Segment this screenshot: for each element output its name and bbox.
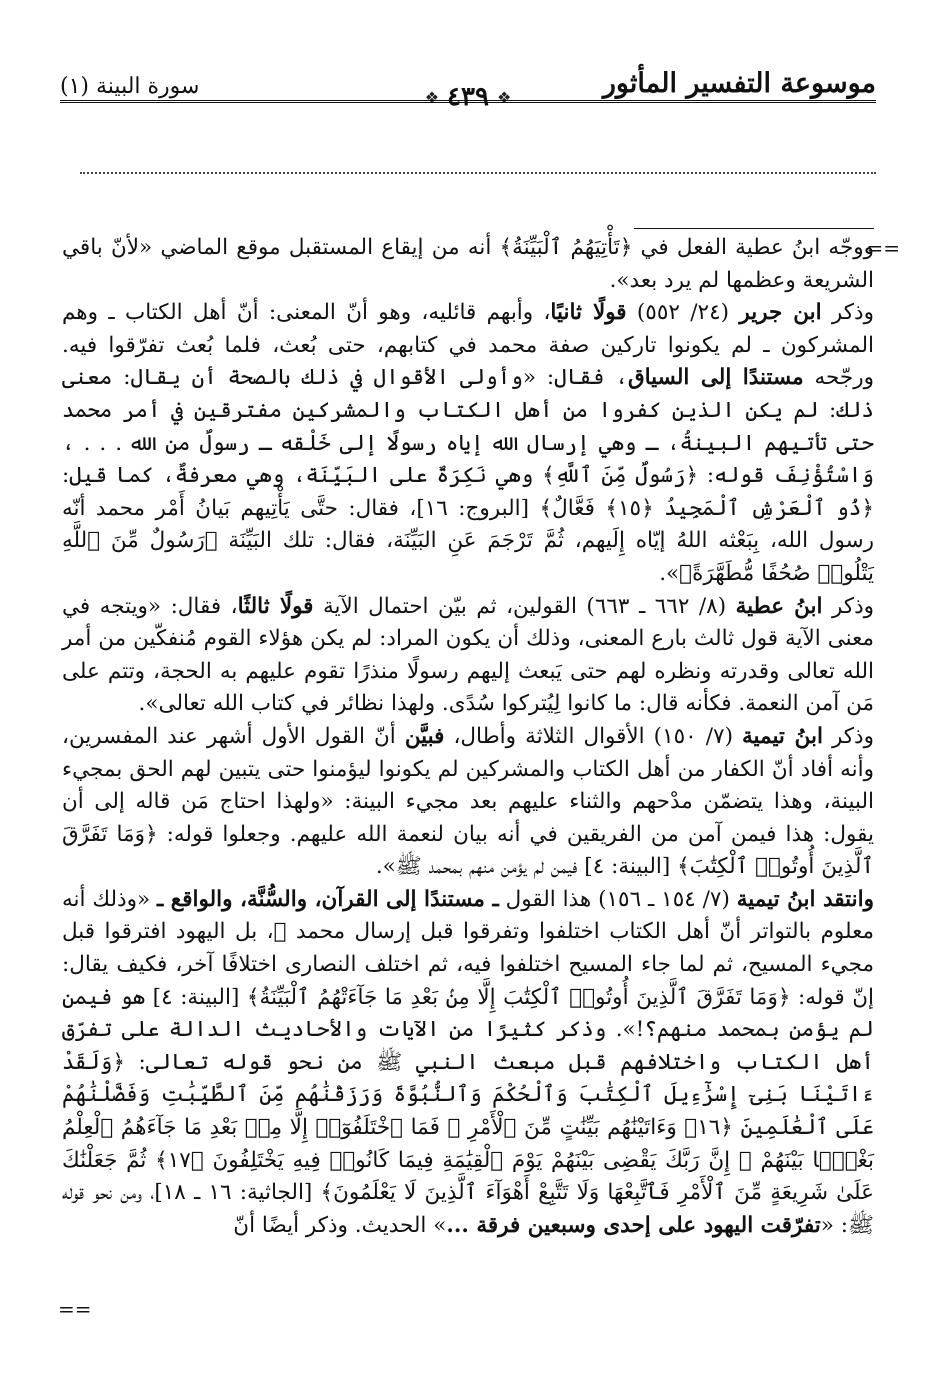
text-run: ، فقال: «ويتجه في معنى الآية قول ثالث بارع المعنى، وذلك أن يكون المراد: لم يكن هؤلاء القوم مُنفكّين من أمر الله تعالى وقدرته ونظره لهم حتى يَبعث إليهم رسولًا منذرًا تقوم عليهم به الحجة، وتتم على مَن آمن النعمة. فكأنه قال: ما كانوا لِيُتركوا سُدًى. ولهذا نظائر في كتاب الله تعالى». — [62, 593, 874, 717]
bold-text: مستندًا إلى السياق — [627, 365, 804, 391]
continuation-mark-start: == — [866, 236, 900, 260]
bold-text: تفرّقت اليهود على إحدى وسبعين فرقة ... — [446, 1212, 821, 1238]
book-title: موسوعة التفسير المأثور — [602, 68, 876, 99]
footnote-body — [62, 232, 874, 1242]
header-divider — [60, 100, 876, 103]
text-run: (٢٤/ ٥٥٢) — [626, 300, 740, 326]
bold-text: قولًا ثالثًا — [237, 593, 314, 619]
page-number: ٤٣٩ — [447, 82, 489, 112]
surah-label: سورة البينة (١) — [60, 74, 200, 99]
text-run: «وذلك أنه معلوم بالتواتر أنّ أهل الكتاب اختلفوا وتفرقوا قبل إرسال محمد ﷺ، بل اليهود افترقوا قبل مجيء المسيح، ثم لما جاء المسيح اختلفوا فيه، ثم اختلف النصارى اختلافًا آخر، فكيف يقال: إنّ قوله: ﴿وَمَا تَفَرَّقَ ٱلَّذِينَ أُوتُوا۟ ٱلْكِتَٰبَ إِلَّا مِنۢ بَعْدِ مَا جَآءَتْهُمُ ٱلْبَيِّنَةُ﴾ [البينة: ٤] هو فيمن لم يؤمن بمحمد منهم؟!». وذكر كثيرًا من الآيات والأحاديث الدالة على تفرّق أهل الكتاب واختلافهم قبل مبعث النبي ﷺ من نحو قوله تعالى: ﴿وَلَقَدْ ءَاتَيْنَا بَنِىٓ إِسْرَٰٓءِيلَ ٱلْكِتَٰبَ وَٱلْحُكْمَ وَٱلنُّبُوَّةَ وَرَزَقْنَٰهُم مِّنَ ٱلطَّيِّبَٰتِ وَفَضَّلْنَٰهُمْ عَلَى ٱلْعَٰلَمِينَ ﴿١٦﴾ وَءَاتَيْنَٰهُم بَيِّنَٰتٍ مِّنَ ٱلْأَمْرِ ۖ فَمَا ٱخْتَلَفُوٓا۟ إِلَّا مِنۢ بَعْدِ مَا جَآءَهُمُ ٱلْعِلْمُ بَغْيًۢا بَيْنَهُمْ ۚ إِنَّ رَبَّكَ يَقْضِى بَيْنَهُمْ يَوْمَ ٱلْقِيَٰمَةِ فِيمَا كَانُوا۟ فِيهِ يَخْتَلِفُونَ ﴿١٧﴾ ثُمَّ جَعَلْنَٰكَ عَلَىٰ شَرِيعَةٍ مِّنَ ٱلْأَمْرِ فَٱتَّبِعْهَا وَلَا تَتَّبِعْ أَهْوَآءَ ٱلَّذِينَ لَا يَعْلَمُونَ﴾ [الجاثية: ١٦ ـ ١٨]، ومن نحو قوله ﷺ: « — [62, 886, 875, 1238]
bold-text: ـ مستندًا إلى القرآن، والسُّنَّة، والواقع ـ — [157, 886, 499, 912]
paragraph — [62, 721, 874, 884]
paragraph — [62, 232, 874, 297]
bold-text: ابن جرير — [739, 300, 822, 326]
text-run: ، فقال: «وأولى الأقوال في ذلك بالصحة أن يقال: معنى ذلك: لم يكن الذين كفروا من أهل الكتاب والمشركين مفترقين في أمر محمد حتى تأتيهم البينةُ، ـ وهي إرسال الله إياه رسولًا إلى خَلْقه ـ رسولٌ من الله . . . ، وَاسْتُؤْنِفَ قوله: ﴿رَسُولٌ مِّنَ ٱللَّهِ﴾ وهي نَكِرَةٌ على البَيِّنَة، وهي معرفةٌ، كما قيل: ﴿ذُو ٱلْعَرْشِ ٱلْمَجِيدُ ﴿١٥﴾ فَعَّالٌ﴾ [البروج: ١٦]، فقال: حتَّى يَأْتِيهم بَيانُ أَمْر محمد أنّه رسول الله، بِبَعْثه اللهُ إيّاه إِلَيهم، ثُمَّ تَرْجَمَ عَنِ البَيِّنَة، فقال: تلك البَيِّنَة ﴿رَسُولٌ مِّنَ ٱللَّهِ يَتْلُوا۟ صُحُفًا مُّطَهَّرَةً﴾». — [62, 365, 874, 586]
paragraph — [62, 884, 874, 1243]
paragraph — [62, 297, 874, 590]
footnote-divider — [634, 228, 874, 229]
text-run: ووجّه ابنُ عطية الفعل في ﴿تَأْتِيَهُمُ ٱلْبَيِّنَةُ﴾ أنه من إيقاع المستقبل موقع الماضي «لأنّ باقي الشريعة وعظمها لم يرد بعد». — [62, 235, 874, 293]
text-run: وذكر — [822, 723, 875, 749]
paragraph — [62, 591, 874, 721]
bold-text: ابنُ عطية — [735, 593, 823, 619]
bold-text: وانتقد ابنُ تيمية — [736, 886, 874, 912]
ornament-icon: ❖ — [496, 87, 512, 107]
text-run: (٧/ ١٥٤ ـ ١٥٦) هذا القول — [498, 886, 737, 912]
text-run: (٧/ ١٥٠) الأقوال الثلاثة وأطال، — [444, 723, 742, 749]
text-run: » الحديث. وذكر أيضًا أنّ — [233, 1212, 447, 1238]
ornament-icon: ❖ — [424, 87, 440, 107]
text-run: ، وأبهم قائليه، وهو أنّ المعنى: أنّ أهل الكتاب ـ وهم المشركون ـ لم يكونوا تاركين صفة محمد في كتابهم، حتى بُعث، فلما بُعث تفرّقوا فيه. ورجّحه — [62, 300, 874, 391]
text-run: وذكر — [821, 300, 874, 326]
page-header — [60, 62, 876, 122]
bold-text: فبيَّن — [404, 723, 445, 749]
bold-text: ابنُ تيمية — [742, 723, 823, 749]
text-run: أنّ القول الأول أشهر عند المفسرين، وأنه أفاد أنّ الكفار من أهل الكتاب والمشركين لم يكونوا ليؤمنوا حتى يتبين لهم الحق بمجيء البينة، وهذا يتضمّن مدْحهم والثناء عليهم بعد مجيء البينة: «ولهذا احتاج مَن قاله إلى أن يقول: هذا فيمن آمن من الفريقين في أنه بيان لنعمة الله عليهم. وجعلوا قوله: ﴿وَمَا تَفَرَّقَ ٱلَّذِينَ أُوتُوا۟ ٱلْكِتَٰبَ﴾ [البينة: ٤] فيمن لم يؤمن منهم بمحمد ﷺ». — [62, 723, 874, 880]
continuation-mark-end: == — [58, 1297, 92, 1321]
text-run: (٨/ ٦٦٢ ـ ٦٦٣) القولين، ثم بيّن احتمال الآية — [313, 593, 736, 619]
bold-text: قولًا ثانيًا — [550, 300, 627, 326]
text-run: وذكر — [822, 593, 875, 619]
page-number-group — [425, 82, 512, 112]
dotted-divider — [80, 172, 876, 174]
